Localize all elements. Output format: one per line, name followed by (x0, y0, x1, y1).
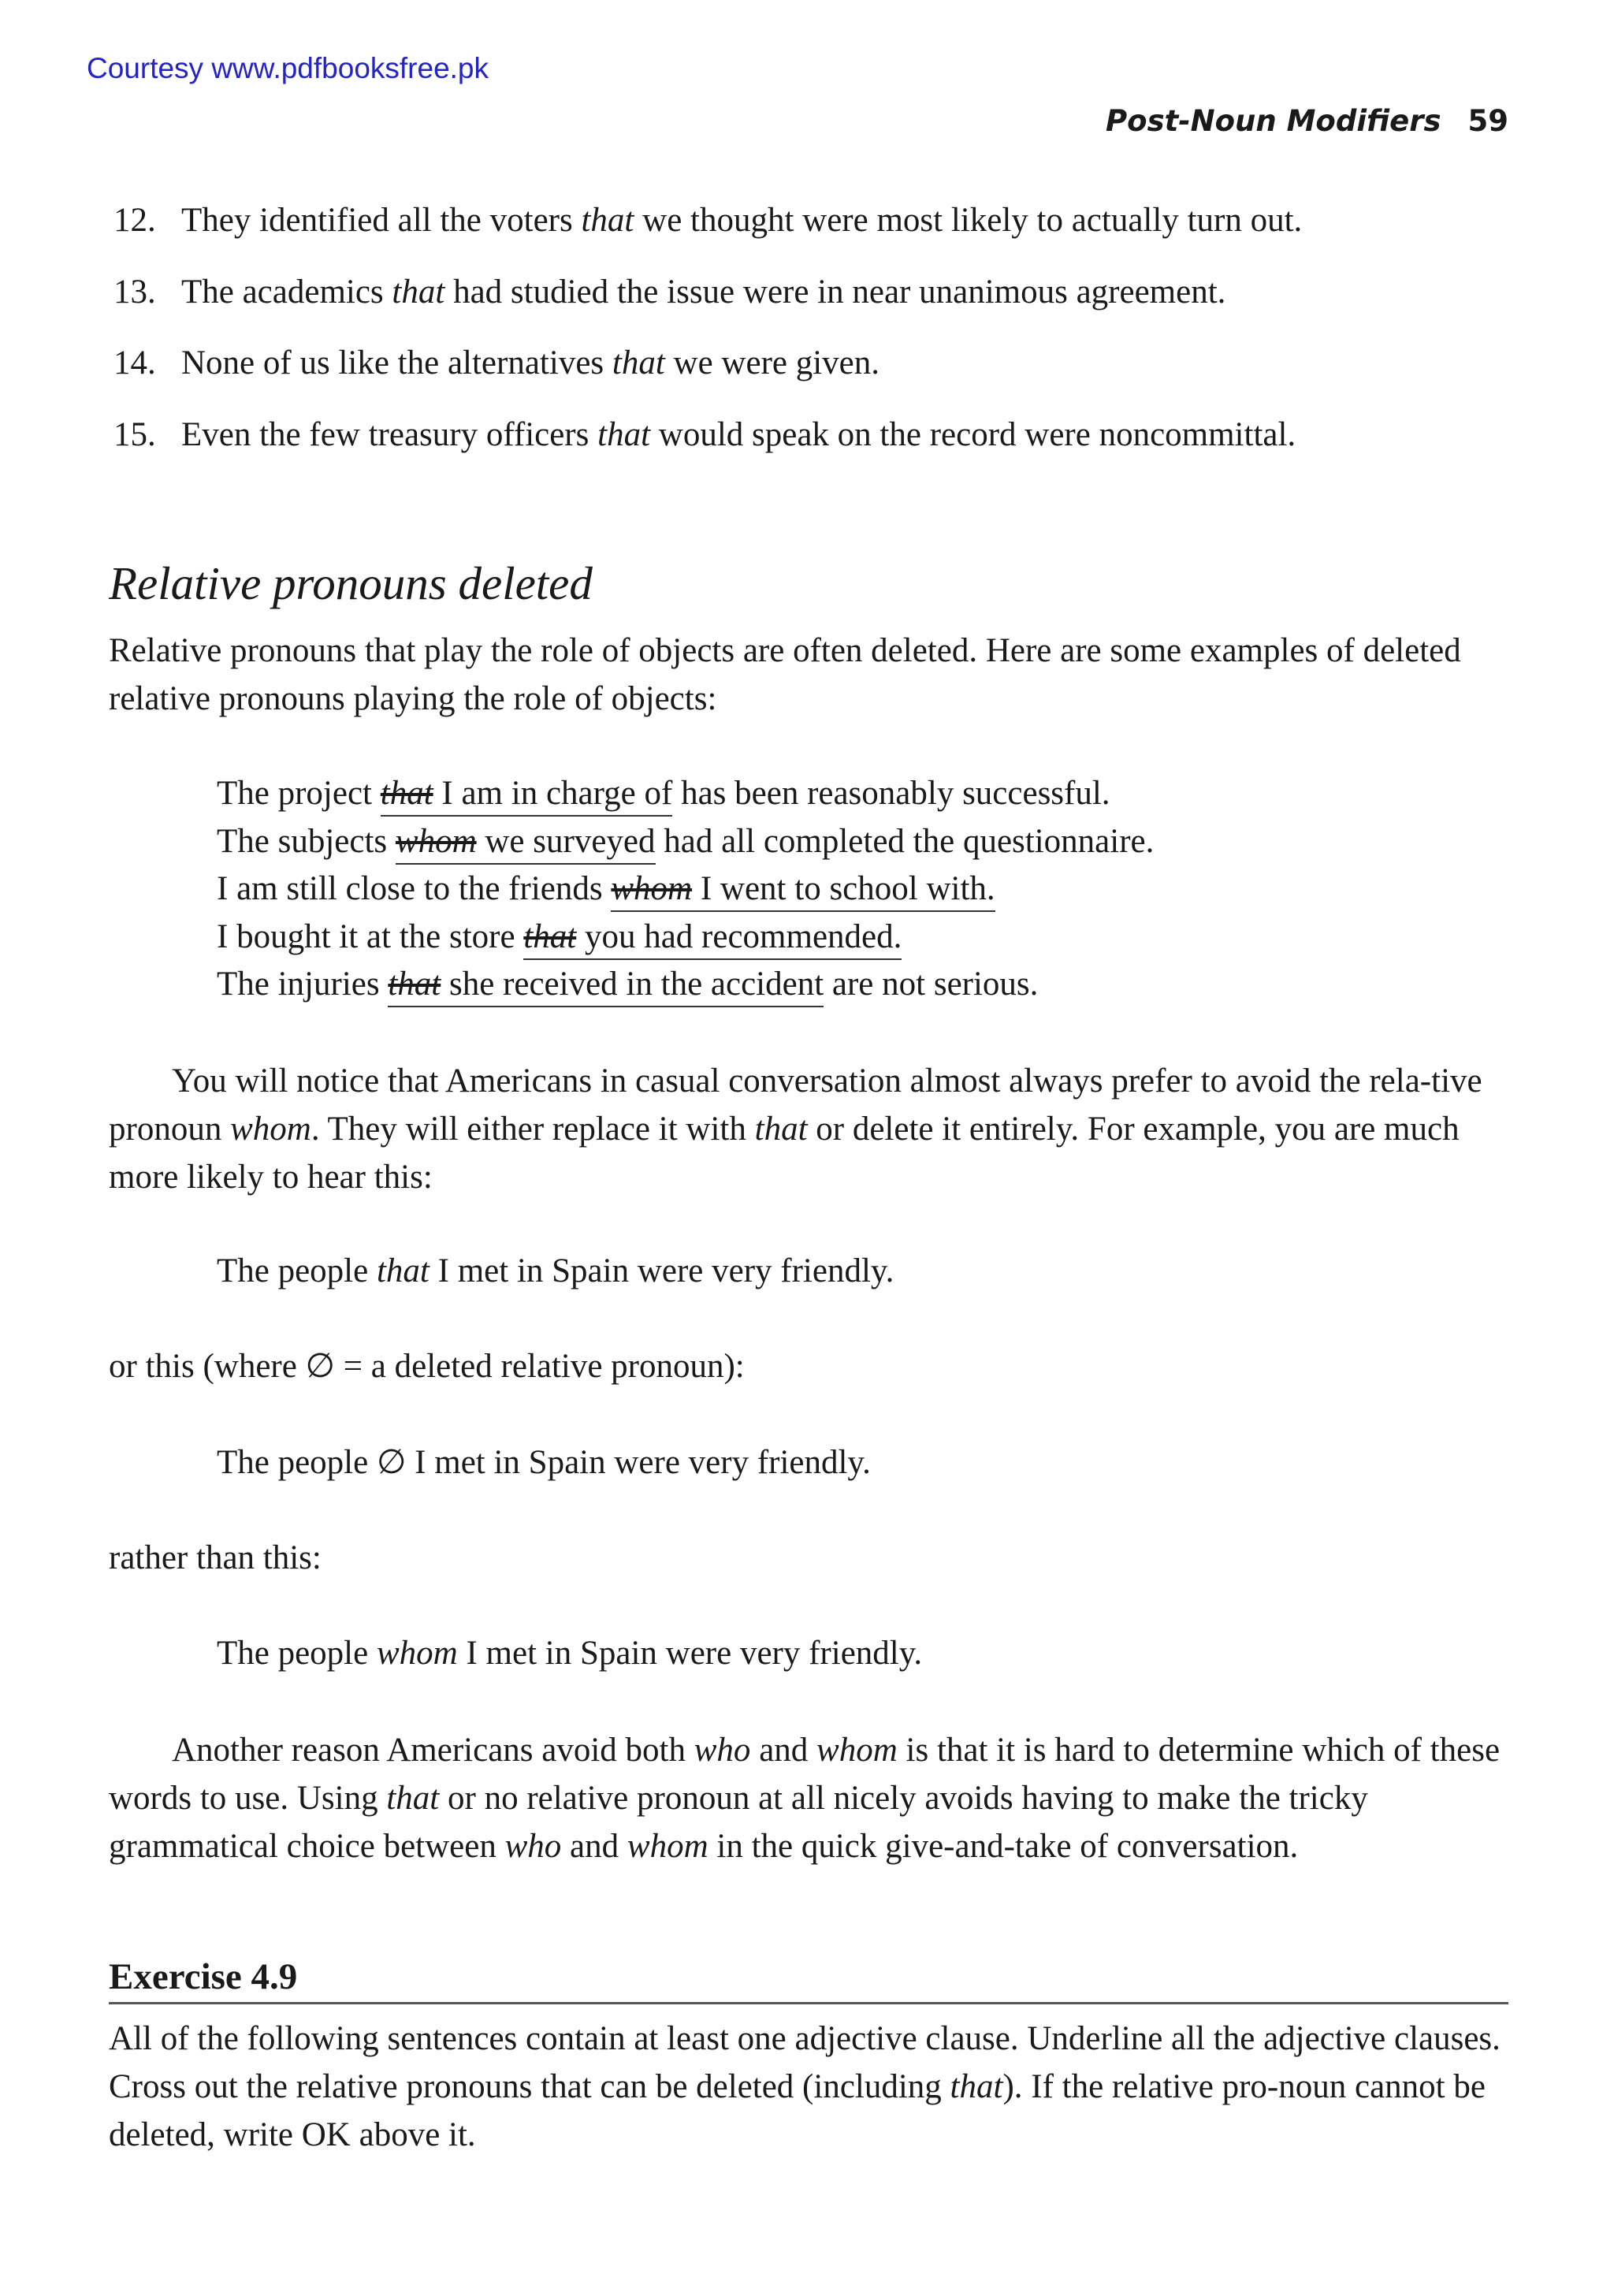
clause-text: I went to school with (692, 870, 987, 907)
reason-paragraph-text (109, 1726, 1508, 1870)
underlined-clause (388, 966, 824, 1007)
example-text: The project (217, 775, 381, 812)
numbered-item-13 (113, 269, 1225, 316)
example-text: The people (217, 1635, 377, 1672)
para-text: . They will either replace it with (311, 1111, 755, 1148)
para-text: or no relative pronoun at all nicely avoids having to make the tricky grammatical choice between (109, 1780, 1368, 1865)
item-text: had studied the issue were in near unanimous agreement. (444, 274, 1226, 311)
para-text: You will notice that Americans in casual conversation almost always prefer to avoid the rela-tive pronoun (109, 1062, 1482, 1148)
para-emphasis: that (950, 2068, 1003, 2105)
reason-paragraph (109, 1726, 1508, 1870)
example-text: I bought it at the store (217, 918, 524, 955)
struck-pronoun: that (523, 918, 577, 955)
item-text: Even the few treasury officers (181, 416, 598, 453)
para-text: in the quick give-and-take of conversation. (708, 1828, 1299, 1865)
para-text: or delete it entirely. For example, you are much more likely to hear this: (109, 1111, 1460, 1196)
example-text: had all completed the questionnaire. (655, 823, 1155, 860)
item-emphasis: that (392, 274, 445, 311)
para-text: and (750, 1732, 817, 1769)
underlined-clause (523, 918, 902, 960)
struck-pronoun: whom (395, 823, 477, 860)
intro-paragraph (109, 627, 1508, 723)
whom-paragraph (109, 1057, 1508, 1201)
clause-punct: . (986, 870, 995, 907)
running-head (1106, 104, 1508, 138)
underlined-clause (396, 823, 656, 865)
item-number: 12. (113, 202, 156, 239)
para-emphasis: who (694, 1732, 751, 1769)
item-number: 15. (113, 416, 156, 453)
item-emphasis: that (581, 202, 634, 239)
item-text: None of us like the alternatives (181, 344, 612, 381)
para-emphasis: whom (627, 1828, 708, 1865)
item-text: we were given. (664, 344, 880, 381)
struck-pronoun: whom (611, 870, 693, 907)
para-text: All of the following sentences contain at least one adjective clause. Underline all the adjective clauses. Cross out the relative pronouns that can be deleted (including (109, 2020, 1501, 2105)
clause-text: I am in charge of (433, 775, 673, 812)
example-text: The people (217, 1252, 377, 1289)
example-text: The subjects (217, 823, 396, 860)
item-number: 14. (113, 344, 156, 381)
struck-pronoun: that (380, 775, 433, 812)
item-emphasis: that (612, 344, 665, 381)
page-number: 59 (1467, 104, 1508, 138)
item-number: 13. (113, 274, 156, 311)
exercise-text (109, 2015, 1508, 2159)
clause-text: we surveyed (476, 823, 656, 860)
para-emphasis: that (386, 1780, 440, 1817)
example-emphasis: whom (376, 1635, 458, 1672)
para-text: ). If the relative pro-noun cannot be deleted, write OK above it. (109, 2068, 1486, 2153)
example-whom (217, 1630, 922, 1677)
clause-punct: . (893, 918, 902, 955)
section-heading: Relative pronouns deleted (109, 557, 593, 609)
numbered-item-14 (113, 340, 880, 387)
example-line-5 (217, 961, 1038, 1008)
rather-than-line: rather than this: (109, 1539, 322, 1576)
para-emphasis: whom (230, 1111, 311, 1148)
clause-text: she received in the accident (441, 966, 824, 1003)
struck-pronoun: that (388, 966, 441, 1003)
example-text: I met in Spain were very friendly. (429, 1252, 894, 1289)
example-text: has been reasonably successful. (672, 775, 1110, 812)
para-emphasis: that (754, 1111, 808, 1148)
courtesy-link[interactable]: Courtesy www.pdfbooksfree.pk (87, 52, 489, 84)
example-text: are not serious. (824, 966, 1039, 1003)
para-emphasis: who (504, 1828, 562, 1865)
example-line-1 (217, 770, 1110, 817)
numbered-item-12 (113, 197, 1302, 244)
item-emphasis: that (597, 416, 651, 453)
para-text: Another reason Americans avoid both (172, 1732, 694, 1769)
underlined-clause (611, 870, 995, 912)
example-line-4 (217, 914, 902, 961)
example-text: The injuries (217, 966, 389, 1003)
intro-text: Relative pronouns that play the role of objects are often deleted. Here are some examples of deleted relative pronouns playing the role of objects: (109, 632, 1461, 717)
clause-text: you had recommended (576, 918, 894, 955)
example-deleted: The people ∅ I met in Spain were very friendly. (217, 1444, 871, 1481)
example-line-2 (217, 818, 1154, 865)
item-text: The academics (181, 274, 392, 311)
example-emphasis: that (376, 1252, 430, 1289)
example-text: I met in Spain were very friendly. (457, 1635, 923, 1672)
para-text: is that it is hard to determine which of these words to use. Using (109, 1732, 1501, 1817)
exercise-title: Exercise 4.9 (109, 1953, 1508, 2004)
example-that (217, 1248, 894, 1295)
para-emphasis: whom (816, 1732, 898, 1769)
item-text: would speak on the record were noncommittal. (650, 416, 1296, 453)
exercise-instructions (109, 2015, 1508, 2159)
para-text: and (561, 1828, 627, 1865)
or-this-line: or this (where ∅ = a deleted relative pronoun): (109, 1348, 745, 1385)
item-text: we thought were most likely to actually turn out. (634, 202, 1303, 239)
numbered-item-15 (113, 411, 1296, 459)
whom-paragraph-text (109, 1057, 1508, 1201)
example-text: I am still close to the friends (217, 870, 612, 907)
example-line-3 (217, 865, 995, 913)
running-head-title: Post-Noun Modifiers (1106, 104, 1441, 138)
underlined-clause (381, 775, 673, 817)
item-text: They identified all the voters (181, 202, 582, 239)
